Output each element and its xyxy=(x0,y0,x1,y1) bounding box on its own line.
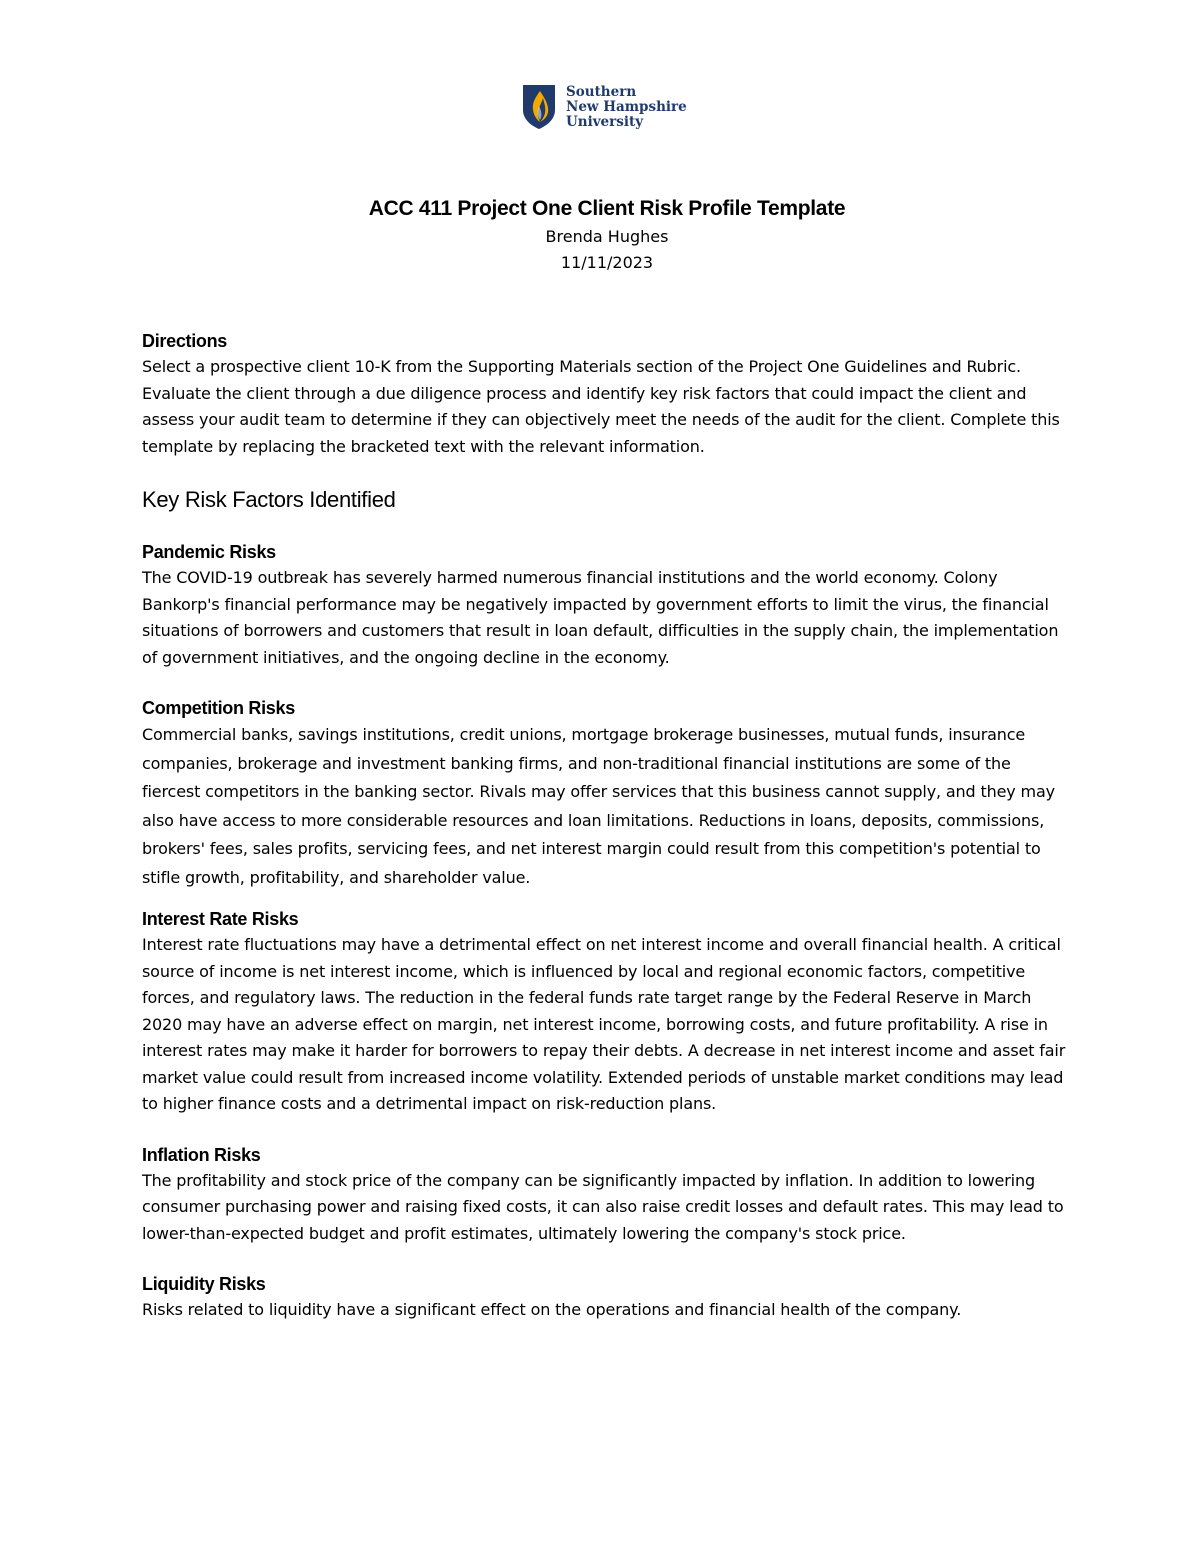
directions-heading: Directions xyxy=(142,331,228,351)
risk-section-liquidity xyxy=(142,1271,1072,1324)
risk-section-pandemic xyxy=(142,539,1072,671)
document-date: 11/11/2023 xyxy=(560,253,654,272)
risk-text: Risks related to liquidity have a significant effect on the operations and financial health of the company. xyxy=(142,1300,962,1319)
logo-wordmark xyxy=(566,85,687,130)
key-risks-heading: Key Risk Factors Identified xyxy=(142,487,396,512)
key-risks-section xyxy=(142,485,1072,1324)
risk-text: Commercial banks, savings institutions, credit unions, mortgage brokerage businesses, mutual funds, insurance companies, brokerage and investment banking firms, and non-traditional financial institutions are some of the fiercest competitors in the banking sector. Rivals may offer services that this business cannot supply, and they may also have access to more considerable resources and loan limitations. Reductions in loans, deposits, commissions, brokers' fees, sales profits, servicing fees, and net interest margin could result from this competition's potential to stifle growth, profitability, and shareholder value. xyxy=(142,725,1055,887)
risk-heading: Pandemic Risks xyxy=(142,542,276,562)
risk-text: The profitability and stock price of the company can be significantly impacted by inflation. In addition to lowering consumer purchasing power and raising fixed costs, it can also raise credit losses and default rates. This may lead to lower-than-expected budget and profit estimates, ultimately lowering the company's stock price. xyxy=(142,1170,1064,1243)
risk-section-interest-rate xyxy=(142,906,1072,1118)
risk-section-inflation xyxy=(142,1142,1072,1248)
risk-text: The COVID-19 outbreak has severely harmed numerous financial institutions and the world economy. Colony Bankorp's financial performance may be negatively impacted by government efforts to limit the virus, the financial situations of borrowers and customers that result in loan default, difficulties in the supply chain, the implementation of government initiatives, and the ongoing decline in the economy. xyxy=(142,568,1059,667)
risk-text: Interest rate fluctuations may have a detrimental effect on net interest income and overall financial health. A critical source of income is net interest income, which is influenced by local and regional economic factors, competitive forces, and regulatory laws. The reduction in the federal funds rate target range by the Federal Reserve in March 2020 may have an adverse effect on margin, net interest income, borrowing costs, and future profitability. A rise in interest rates may make it harder for borrowers to repay their debts. A decrease in net interest income and asset fair market value could result from increased income volatility. Extended periods of unstable market conditions may lead to higher finance costs and a detrimental impact on risk-reduction plans. xyxy=(142,935,1066,1113)
directions-section xyxy=(142,328,1072,460)
risk-section-competition xyxy=(142,695,1072,892)
document-body xyxy=(142,190,1072,1324)
risk-heading: Competition Risks xyxy=(142,698,295,718)
risk-heading: Inflation Risks xyxy=(142,1144,261,1165)
document-title: ACC 411 Project One Client Risk Profile Template xyxy=(368,197,846,220)
risk-heading: Liquidity Risks xyxy=(142,1274,266,1294)
risk-heading: Interest Rate Risks xyxy=(142,909,299,929)
logo-line-1: Southern xyxy=(566,84,637,100)
directions-text: Select a prospective client 10-K from the Supporting Materials section of the Project One Guidelines and Rubric. Evaluate the client through a due diligence process and identify key risk factors that could impact the client and assess your audit team to determine if they can objectively meet the needs of the audit for the client. Complete this template by replacing the bracketed text with the relevant information. xyxy=(142,357,1060,456)
university-logo xyxy=(522,84,687,130)
author-name: Brenda Hughes xyxy=(545,227,669,246)
logo-line-2: New Hampshire xyxy=(566,99,687,115)
title-block xyxy=(142,194,1072,276)
shield-flame-icon xyxy=(522,84,556,130)
logo-line-3: University xyxy=(566,114,644,130)
